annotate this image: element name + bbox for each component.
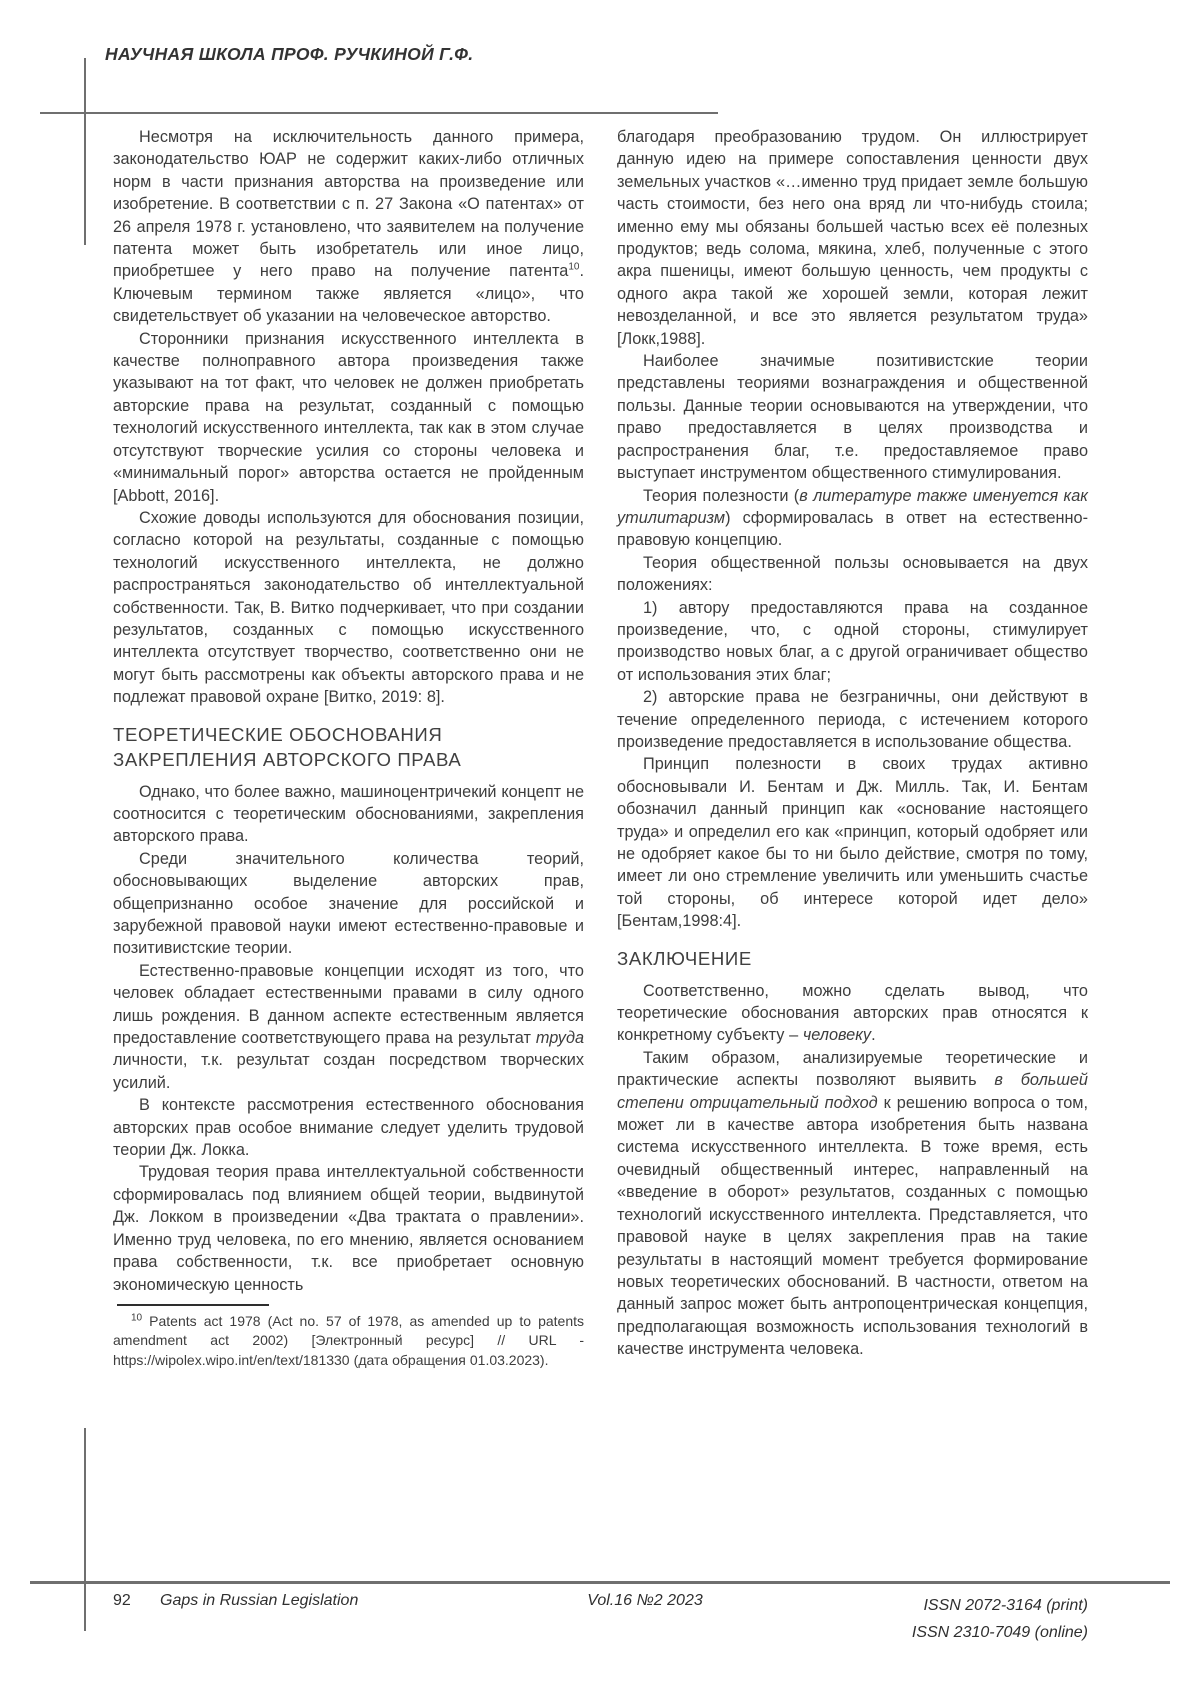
body-paragraph: Сторонники признания искусственного интеллекта в качестве полноправного автора произведения также указывают на тот факт, что человек не должен приобретать авторские права на результат, созданный с помощью технологий искусственного интеллекта, так как в этом случае отсутствуют творческие усилия со стороны человека и «минимальный порог» авторства остается не пройденным [Abbott, 2016]. <box>113 329 584 505</box>
body-paragraph: благодаря преобразованию трудом. Он иллюстрирует данную идею на примере сопоставления ценности двух земельных участков «…именно труд придает земле большую часть стоимости, без него она вряд ли что-нибудь стоила; именно ему мы обязаны большей частью всех её полезных продуктов; ведь солома, мякина, хлеб, полученные с этого акра пшеницы, имеют большую ценность, чем продукты с одного акра такой же хорошей земли, которая лежит невозделанной, и все это является результатом труда» [Локк,1988]. <box>617 128 1088 348</box>
column-right <box>617 126 1088 1361</box>
section-heading: ЗАКЛЮЧЕНИЕ <box>617 947 752 969</box>
body-paragraph: Однако, что более важно, машиноцентричекий концепт не соотносится с теоретическим обоснованиями, закрепления авторского права. <box>113 782 584 846</box>
page-footer <box>113 1592 1088 1652</box>
body-paragraph: Наиболее значимые позитивистские теории представлены теориями вознаграждения и общественной пользы. Данные теории основываются на утверждении, что право предоставляется в целях производства и распространения благ, т.е. предоставляемое право выступает инструментом общественного стимулирования. <box>617 352 1088 483</box>
body-paragraph: Схожие доводы используются для обоснования позиции, согласно которой на результаты, созданные с помощью технологий искусственного интеллекта, не должно распространяться законодательство об интеллектуальной собственности. Так, В. Витко подчеркивает, что при создании результатов, созданных с помощью искусственного интеллекта отсутствует творчество, соответственно они не могут быть рассмотрены как объекты авторского права и не подлежат правовой охране [Витко, 2019: 8]. <box>113 508 584 707</box>
body-paragraph: Среди значительного количества теорий, обосновывающих выделение авторских прав, общепризнанно особое значение для российской и зарубежной правовой науки имеют естественно-правовые и позитивистские теории. <box>113 849 584 958</box>
issn-online: ISSN 2310-7049 (online) <box>911 1624 1088 1641</box>
page-number: 92 <box>113 1592 131 1609</box>
footer-horizontal-rule <box>30 1581 1170 1584</box>
running-head: НАУЧНАЯ ШКОЛА ПРОФ. РУЧКИНОЙ Г.Ф. <box>105 44 474 64</box>
body-paragraph: В контексте рассмотрения естественного обоснования авторских прав особое внимание следует уделить трудовой теории Дж. Локка. <box>113 1096 584 1160</box>
body-paragraph: Теория общественной пользы основывается на двух положениях: <box>617 553 1088 595</box>
body-paragraph: Теория полезности (в литературе также именуется как утилитаризм) сформировалась в ответ на естественно-правовую концепцию. <box>617 486 1088 550</box>
body-paragraph: 2) авторские права не безграничны, они действуют в течение определенного периода, с истечением которого произведение предоставляется в использование общества. <box>617 688 1088 751</box>
issn-print: ISSN 2072-3164 (print) <box>923 1597 1088 1614</box>
top-left-vertical-rule <box>84 58 86 245</box>
body-paragraph: Принцип полезности в своих трудах активно обосновывали И. Бентам и Дж. Милль. Так, И. Бентам обозначил данный принцип как «основание настоящего труда» и определил его как «принцип, который одобряет или не одобряет какое бы то ни было действие, смотря по тому, имеет ли оно стремление увеличить или уменьшить счастье той стороны, об интересе которой идет дело» [Бентам,1998:4]. <box>617 755 1088 931</box>
body-paragraph: Таким образом, анализируемые теоретические и практические аспекты позволяют выявить в большей степени отрицательный подход к решению вопроса о том, может ли в качестве автора изобретения быть названа система искусственного интеллекта. В тоже время, есть очевидный общественный интерес, направленный на «введение в оборот» результатов, созданных с помощью технологий искусственного интеллекта. Представляется, что правовой науке в целях закрепления прав на такие результаты в настоящий момент требуется формирование новых теоретических обоснований. В частности, ответом на данный запрос может быть антропоцентрическая концепция, предполагающая возможность использования технологий в качестве инструмента человека. <box>617 1048 1088 1359</box>
body-paragraph: Естественно-правовые концепции исходят из того, что человек обладает естественными правами в силу одного лишь рождения. В данном аспекте естественным является предоставление соответствующего права на результат труда личности, т.к. результат создан посредством творческих усилий. <box>113 961 584 1092</box>
body-paragraph: Трудовая теория права интеллектуальной собственности сформировалась под влиянием общей теории, выдвинутой Дж. Локком в произведении «Два трактата о правлении». Именно труд человека, по его мнению, является основанием права собственности, т.к. все приобретает основную экономическую ценность <box>113 1163 584 1294</box>
body-paragraph: Несмотря на исключительность данного примера, законодательство ЮАР не содержит каких-либо отличных норм в части признания авторства на произведение или изобретение. В соответствии с п. 27 Закона «О патентах» от 26 апреля 1978 г. установлено, что заявителем на получение патента может быть изобретатель или иное лицо, приобретшее у него право на получение патента$^{10}$. Ключевым термином также является «лицо», что свидетельствует об указании на человеческое авторство. <box>113 128 584 326</box>
journal-title: Gaps in Russian Legislation <box>160 1592 359 1609</box>
column-left <box>113 126 584 1370</box>
header-horizontal-rule <box>40 112 718 114</box>
footnote-text: $^{10}$ Patents act 1978 (Act no. 57 of 1978, as amended up to patents amendment act 2002) [Электронный ресурс] // URL - https://wipolex.wipo.int/en/text/181330 (дата обращения 01.03.2023). <box>113 1312 584 1368</box>
section-heading: ТЕОРЕТИЧЕСКИЕ ОБОСНОВАНИЯ ЗАКРЕПЛЕНИЯ АВТОРСКОГО ПРАВА <box>113 723 462 770</box>
footnote-separator <box>117 1304 269 1306</box>
footnote <box>113 1304 584 1370</box>
footnote-marker: 10 <box>131 1312 143 1324</box>
bottom-left-vertical-rule <box>84 1428 86 1631</box>
body-paragraph: 1) автору предоставляются права на созданное произведение, что, с одной стороны, стимулирует производство новых благ, а с другой ограничивает общество от использования этих благ; <box>617 598 1088 684</box>
volume-issue: Vol.16 №2 2023 <box>587 1592 703 1609</box>
issn-block <box>912 1592 1088 1646</box>
body-paragraph: Соответственно, можно сделать вывод, что теоретические обоснования авторских прав относятся к конкретному субъекту – человеку. <box>617 981 1088 1045</box>
